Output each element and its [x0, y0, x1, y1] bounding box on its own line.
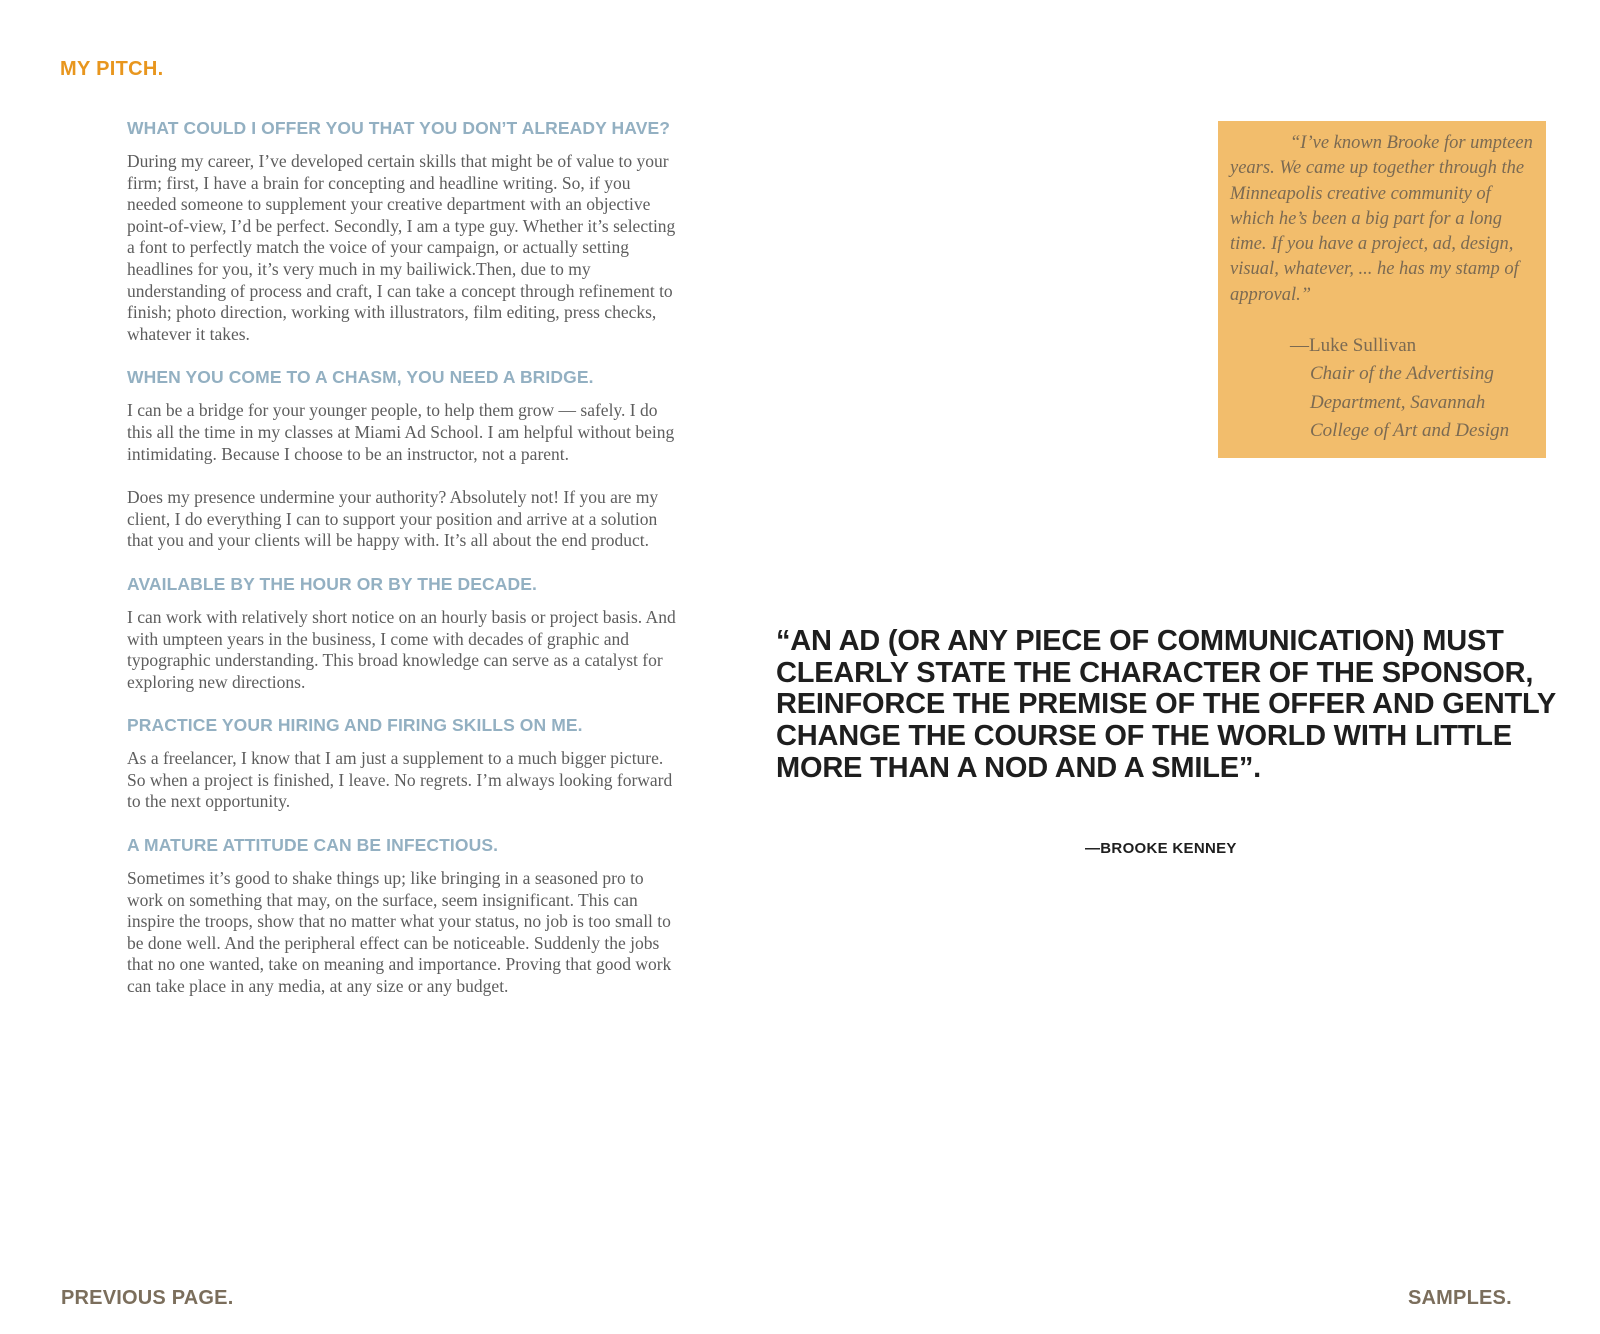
section-paragraph: I can work with relatively short notice on an hourly basis or project basis. And with umpteen years in the business, I come with decades of graphic and typographic understanding. This broad knowledge can serve as a catalyst for exploring new directions. [127, 606, 676, 692]
pull-quote: “AN AD (OR ANY PIECE OF COMMUNICATION) MUST CLEARLY STATE THE CHARACTER OF THE SPONSOR, REINFORCE THE PREMISE OF THE OFFER AND GENTLY CHANGE THE COURSE OF THE WORLD WITH LITTLE MORE THAN A NOD AND A SMILE”. [776, 625, 1556, 784]
section-heading: WHAT COULD I OFFER YOU THAT YOU DON’T ALREADY HAVE? [127, 118, 671, 138]
testimonial-role: Department, Savannah [1310, 391, 1486, 413]
section-heading: PRACTICE YOUR HIRING AND FIRING SKILLS ON ME. [127, 715, 583, 736]
section-paragraph: Sometimes it’s good to shake things up; like bringing in a seasoned pro to work on something that may, on the surface, seem insignificant. This can inspire the troops, show that no matter what your status, no job is too small to be done well. And the peripheral effect can be noticeable. Suddenly the jobs that no one wanted, take on meaning and importance. Proving that good work can take place in any media, at any size or any budget. [127, 868, 672, 997]
section-paragraph: Does my presence undermine your authority? Absolutely not! If you are my client, I do everything I can to support your position and arrive at a solution that you and your clients will be happy with. It’s all about the end product. [127, 487, 659, 551]
testimonial-quote: “I’ve known Brooke for umpteen years. We came up together through the Minneapolis creative community of which he’s been a big part for a long time. If you have a project, ad, design, visual, whatever, ... he has my stamp of approval.” [1230, 133, 1533, 305]
pull-quote-attribution: —BROOKE KENNEY [1085, 840, 1237, 857]
testimonial-role: Chair of the Advertising [1310, 363, 1494, 385]
page-title: MY PITCH. [60, 58, 164, 80]
section-paragraph: I can be a bridge for your younger people, to help them grow — safely. I do this all the time in my classes at Miami Ad School. I am helpful without being intimidating. Because I choose to be an instructor, not a parent. [127, 400, 675, 464]
section-paragraph: During my career, I’ve developed certain skills that might be of value to your firm; first, I have a brain for concepting and headline writing. So, if you needed someone to supplement your creative department with an objective point-of-view, I’d be perfect. Secondly, I am a type guy. Whether it’s selecting a font to perfectly match the voice of your campaign, or actually setting headlines for you, it’s very much in my bailiwick.Then, due to my understanding of process and craft, I can take a concept through refinement to finish; photo direction, working with illustrators, film editing, press checks, whatever it takes. [127, 151, 676, 344]
section-heading: A MATURE ATTITUDE CAN BE INFECTIOUS. [127, 835, 499, 856]
pitch-column [127, 118, 680, 1020]
testimonial-author: —Luke Sullivan [1290, 335, 1417, 357]
section-paragraph: As a freelancer, I know that I am just a supplement to a much bigger picture. So when a project is finished, I leave. No regrets. I’m always looking forward to the next opportunity. [127, 748, 673, 812]
samples-link[interactable]: SAMPLES. [1408, 1287, 1512, 1309]
testimonial-box [1218, 121, 1546, 458]
section-heading: AVAILABLE BY THE HOUR OR BY THE DECADE. [127, 573, 537, 594]
section-heading: WHEN YOU COME TO A CHASM, YOU NEED A BRIDGE. [127, 367, 594, 388]
testimonial-role: College of Art and Design [1310, 420, 1510, 442]
previous-page-link[interactable]: PREVIOUS PAGE. [61, 1287, 234, 1309]
